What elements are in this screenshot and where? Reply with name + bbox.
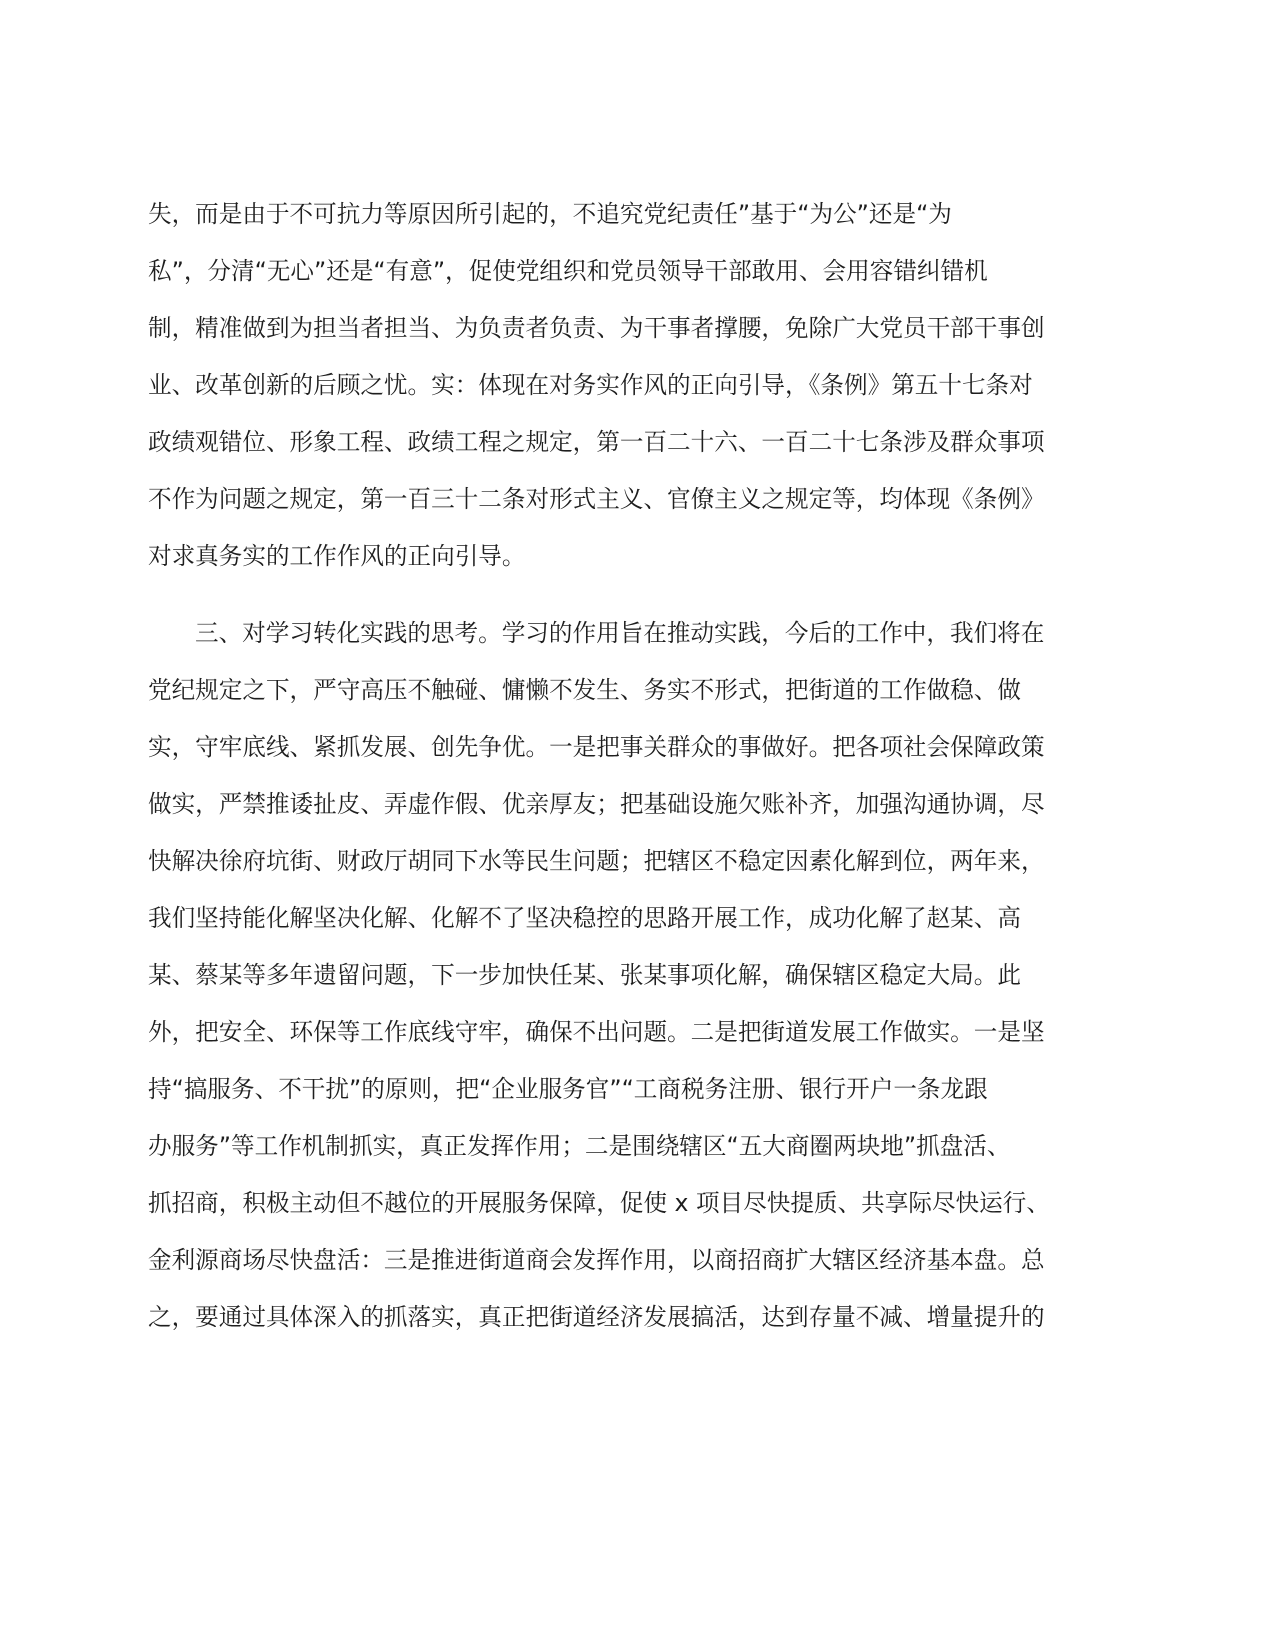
paragraph-line: 党纪规定之下，严守高压不触碰、慵懒不发生、务实不形式，把街道的工作做稳、做	[148, 676, 1021, 704]
paragraph-2	[148, 605, 1068, 1346]
paragraph-line: 我们坚持能化解坚决化解、化解不了坚决稳控的思路开展工作，成功化解了赵某、高	[148, 904, 1021, 932]
paragraph-line: 不作为问题之规定，第一百三十二条对形式主义、官僚主义之规定等，均体现《条例》	[148, 485, 1045, 513]
paragraph-line: 金利源商场尽快盘活：三是推进街道商会发挥作用，以商招商扩大辖区经济基本盘。总	[148, 1246, 1045, 1274]
paragraph-line: 政绩观错位、形象工程、政绩工程之规定，第一百二十六、一百二十七条涉及群众事项	[148, 428, 1045, 456]
paragraph-line: 办服务”等工作机制抓实，真正发挥作用；二是围绕辖区“五大商圈两块地”抓盘活、	[148, 1132, 1011, 1160]
paragraph-line: 持“搞服务、不干扰”的原则，把“企业服务官”“工商税务注册、银行开户一条龙跟	[148, 1075, 988, 1103]
paragraph-line: 抓招商，积极主动但不越位的开展服务保障，促使 x 项目尽快提质、共享际尽快运行、	[148, 1189, 1050, 1217]
paragraph-line: 某、蔡某等多年遗留问题，下一步加快任某、张某事项化解，确保辖区稳定大局。此	[148, 961, 1021, 989]
paragraph-1	[148, 186, 1068, 585]
paragraph-line: 业、改革创新的后顾之忧。实：体现在对务实作风的正向引导，《条例》第五十七条对	[148, 371, 1033, 399]
paragraph-line: 做实，严禁推诿扯皮、弄虚作假、优亲厚友；把基础设施欠账补齐，加强沟通协调，尽	[148, 790, 1045, 818]
paragraph-line: 实，守牢底线、紧抓发展、创先争优。一是把事关群众的事做好。把各项社会保障政策	[148, 733, 1045, 761]
paragraph-line: 之，要通过具体深入的抓落实，真正把街道经济发展搞活，达到存量不减、增量提升的	[148, 1303, 1045, 1331]
paragraph-line: 失，而是由于不可抗力等原因所引起的，不追究党纪责任”基于“为公”还是“为	[148, 200, 952, 228]
paragraph-first-line: 三、对学习转化实践的思考。学习的作用旨在推动实践，今后的工作中，我们将在	[195, 619, 1045, 647]
paragraph-line: 快解决徐府坑街、财政厅胡同下水等民生问题；把辖区不稳定因素化解到位，两年来，	[148, 847, 1045, 875]
paragraph-line: 对求真务实的工作作风的正向引导。	[148, 542, 526, 570]
paragraph-line: 制，精准做到为担当者担当、为负责者负责、为干事者撑腰，免除广大党员干部干事创	[148, 314, 1045, 342]
paragraph-line: 外，把安全、环保等工作底线守牢，确保不出问题。二是把街道发展工作做实。一是坚	[148, 1018, 1045, 1046]
paragraph-line: 私”，分清“无心”还是“有意”，促使党组织和党员领导干部敢用、会用容错纠错机	[148, 257, 988, 285]
